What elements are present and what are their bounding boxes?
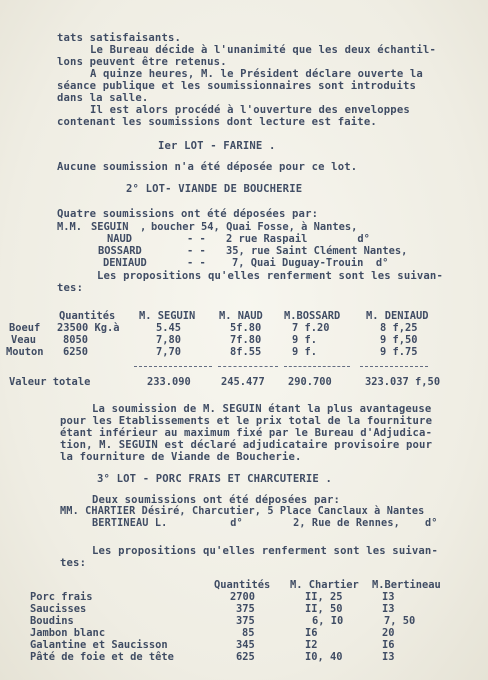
row-qty: 2700: [230, 591, 256, 603]
total-value: 323.037 f,50: [365, 376, 441, 388]
total-value: 290.700: [288, 376, 332, 388]
total-value: 233.090: [147, 376, 191, 388]
row-price: 5f.80: [230, 322, 262, 334]
bidder-prefix: M.M.: [57, 221, 83, 233]
total-label: Valeur totale: [9, 376, 91, 388]
row-qty: 375: [236, 615, 255, 627]
total-rule: [134, 366, 212, 367]
row-qty: 625: [236, 651, 255, 663]
row-item: Porc frais: [30, 591, 93, 603]
paragraph-line: lons peuvent être retenus.: [57, 56, 227, 68]
row-price: I3: [382, 603, 395, 615]
bidder-name: SEGUIN: [91, 221, 129, 233]
table-header: M.BOSSARD: [284, 310, 341, 322]
lot3-bidder: MM. CHARTIER Désiré, Charcutier, 5 Place Canclaux à Nantes: [60, 506, 425, 517]
conclusion-line: étant inférieur au maximum fixé par le Bureau d'Adjudica-: [60, 427, 433, 439]
row-item: Galantine et Saucisson: [30, 639, 168, 651]
table-header: M.Bertineau: [372, 579, 441, 591]
row-qty: 85: [242, 627, 255, 639]
row-price: 9 f.: [292, 334, 318, 346]
bidder-name: BOSSARD: [98, 245, 142, 257]
paragraph-line: A quinze heures, M. le Président déclare ouverte la: [90, 68, 423, 80]
bidder-separator: - -: [187, 245, 206, 257]
paragraph-line: Il est alors procédé à l'ouverture des enveloppes: [90, 104, 410, 116]
bidder-separator: ,: [140, 221, 147, 233]
bidder-description: 7, Quai Duguay-Trouin d°: [232, 257, 389, 269]
props-line: tes:: [60, 557, 87, 569]
total-value: 245.477: [221, 376, 265, 388]
row-price: I6: [305, 627, 318, 639]
row-item: Boudins: [30, 615, 74, 627]
conclusion-line: tion, M. SEGUIN est déclaré adjudicataire provisoire pour: [60, 439, 433, 451]
row-price: 7 f.20: [292, 322, 330, 334]
table-header: M. NAUD: [219, 310, 263, 322]
bidder-description: 35, rue Saint Clément Nantes,: [226, 245, 408, 257]
conclusion-line: pour les Etablissements et le prix total de la fourniture: [60, 415, 433, 427]
paragraph-line: Le Bureau décide à l'unanimité que les deux échantil-: [90, 44, 436, 56]
table-header: M. SEGUIN: [139, 310, 196, 322]
row-price: I3: [382, 591, 395, 603]
paragraph-line: tats satisfaisants.: [57, 32, 182, 44]
row-price: II, 25: [305, 591, 343, 603]
row-price: I2: [305, 639, 318, 651]
table-header: Quantités: [214, 579, 271, 591]
row-item: Pâté de foie et de tête: [30, 651, 174, 663]
row-item: Saucisses: [30, 603, 87, 615]
row-price: 9 f.75: [380, 346, 418, 358]
lot2-intro: Quatre soumissions ont été déposées par:: [57, 208, 319, 220]
row-price: 9 f.: [292, 346, 318, 358]
bidder-separator: - -: [187, 257, 206, 269]
paragraph-line: séance publique et les soumissionnaires sont introduits: [57, 80, 417, 92]
row-price: II, 50: [305, 603, 343, 615]
row-item: Mouton: [6, 346, 44, 358]
paragraph-line: dans la salle.: [57, 92, 149, 104]
row-price: I0, 40: [305, 651, 343, 663]
props-line: Les propositions qu'elles renferment sont les suivan-: [97, 270, 443, 282]
lot3-intro: Deux soumissions ont été déposées par:: [92, 494, 341, 506]
lot1-text: Aucune soumission n'a été déposée pour ce lot.: [57, 161, 358, 173]
total-rule: [284, 366, 350, 367]
total-rule: [218, 366, 278, 367]
total-rule: [360, 366, 428, 367]
lot3-title: 3° LOT - PORC FRAIS ET CHARCUTERIE .: [97, 473, 333, 485]
paragraph-line: contenant les soumissions dont lecture est faite.: [57, 116, 377, 128]
props-line: Les propositions qu'elles renferment sont les suivan-: [92, 545, 438, 557]
row-price: 5.45: [156, 322, 182, 334]
row-price: 8f.55: [230, 346, 262, 358]
bidder-separator: - -: [187, 233, 206, 245]
props-line: tes:: [57, 282, 84, 294]
conclusion-line: la fourniture de Viande de Boucherie.: [60, 451, 302, 463]
table-header: M. Chartier: [290, 579, 359, 591]
table-header: Quantités: [59, 310, 116, 322]
row-qty: 375: [236, 603, 255, 615]
row-price: 9 f,50: [380, 334, 418, 346]
table-header: M. DENIAUD: [366, 310, 429, 322]
bidder-name: DENIAUD: [103, 257, 147, 269]
lot2-title: 2° LOT- VIANDE DE BOUCHERIE: [126, 183, 303, 195]
conclusion-line: La soumission de M. SEGUIN étant la plus avantageuse: [92, 403, 432, 415]
bidder-description: boucher 54, Quai Fosse, à Nantes,: [151, 221, 358, 233]
bidder-description: 2 rue Raspail d°: [226, 233, 370, 245]
row-qty: 23500 Kg.à: [57, 322, 120, 334]
row-price: 8 f,25: [380, 322, 418, 334]
row-price: 7, 50: [384, 615, 416, 627]
lot1-title: Ier LOT - FARINE .: [158, 140, 276, 152]
row-item: Boeuf: [9, 322, 41, 334]
row-price: I6: [382, 639, 395, 651]
row-item: Jambon blanc: [30, 627, 106, 639]
row-item: Veau: [11, 334, 37, 346]
row-price: 7f.80: [230, 334, 262, 346]
bidder-name: NAUD: [107, 233, 133, 245]
row-price: 7,80: [156, 334, 182, 346]
row-price: 20: [382, 627, 395, 639]
row-qty: 6250: [63, 346, 89, 358]
row-price: 6, I0: [312, 615, 344, 627]
row-price: 7,70: [156, 346, 182, 358]
row-qty: 345: [236, 639, 255, 651]
row-qty: 8050: [63, 334, 89, 346]
lot3-bidder: BERTINEAU L. d° 2, Rue de Rennes, d°: [92, 518, 438, 529]
row-price: I3: [382, 651, 395, 663]
